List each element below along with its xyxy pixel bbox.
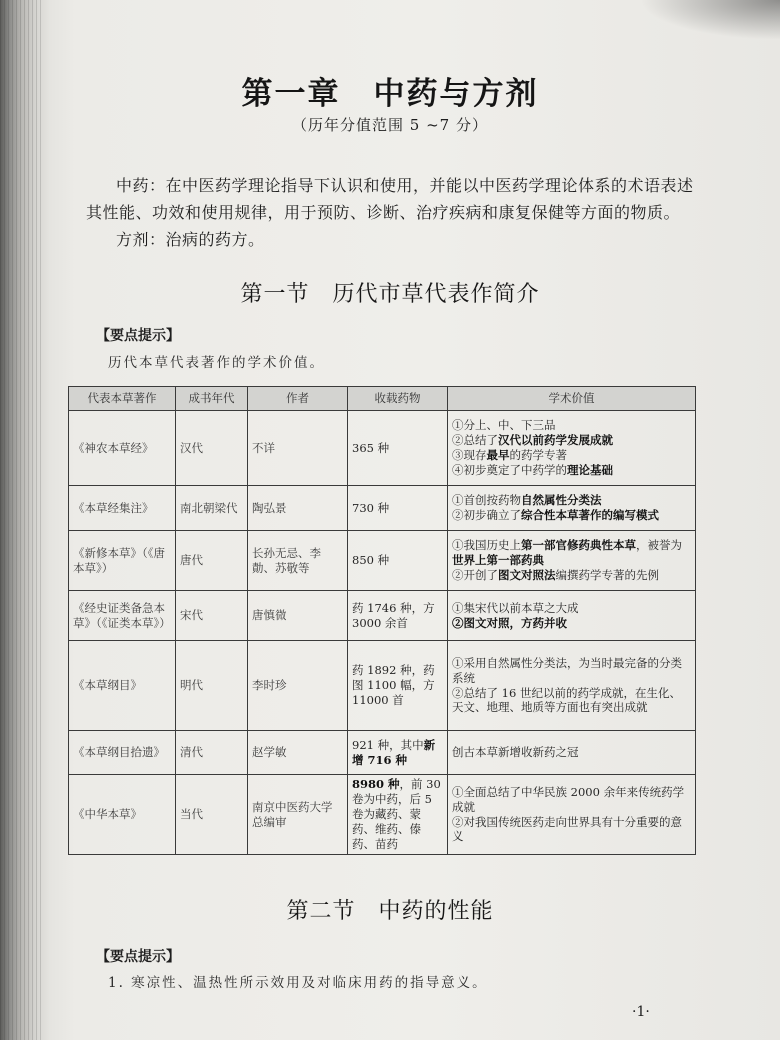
header-era: 成书年代	[176, 387, 248, 411]
cell-author: 陶弘景	[248, 486, 348, 531]
cell-work: 《经史证类备急本草》（《证类本草》）	[69, 591, 176, 641]
text-segment: 的药学专著	[509, 448, 567, 462]
section2-title: 第二节 中药的性能	[286, 899, 494, 924]
cell-drugs	[348, 411, 448, 486]
cell-drugs	[348, 731, 448, 775]
herbal-works-table	[68, 386, 695, 855]
text-segment: ②总结了	[452, 433, 498, 448]
text-segment: 创古本草新增收新药之冠	[452, 745, 579, 760]
cell-era: 唐代	[176, 531, 248, 591]
table-row	[69, 411, 696, 486]
header-author: 作者	[248, 387, 348, 411]
cell-value	[448, 641, 696, 731]
text-segment: 365 种	[352, 440, 390, 455]
bold-text: 世界上第一部药典	[452, 553, 544, 568]
cell-drugs	[348, 486, 448, 531]
text-segment: ②开创了	[452, 567, 498, 582]
cell-era: 宋代	[176, 591, 248, 641]
value-item	[452, 745, 691, 760]
text-segment: ②对我国传统医药走向世界具有十分重要的意义	[452, 814, 682, 844]
cell-author: 不详	[248, 411, 348, 486]
value-item	[452, 656, 691, 686]
table-header	[69, 387, 696, 411]
bold-text: ②图文对照，方药并收	[452, 615, 567, 630]
cell-work: 《本草纲目拾遗》	[69, 731, 176, 775]
value-item	[452, 785, 691, 815]
bold-text: 自然属性分类法	[521, 493, 602, 508]
value-item	[452, 568, 691, 583]
table-row	[69, 641, 696, 731]
value-item	[452, 815, 691, 845]
section1-title: 第一节 历代市草代表作简介	[240, 282, 540, 307]
table-row	[69, 531, 696, 591]
bold-text: 新增 716 种	[352, 737, 436, 767]
value-item	[452, 601, 691, 616]
text-segment: 730 种	[352, 500, 390, 515]
bold-text: 最早	[486, 448, 510, 462]
value-item	[452, 463, 691, 478]
text-segment: ①集宋代以前本草之大成	[452, 600, 579, 615]
cell-value	[448, 531, 696, 591]
cell-value	[448, 731, 696, 775]
bold-text: 8980 种	[352, 777, 400, 792]
cell-era: 当代	[176, 775, 248, 855]
cell-era: 清代	[176, 731, 248, 775]
page-stack-edge	[0, 0, 44, 1040]
text-segment: ，前 30 卷为中药，后 5 卷为藏药、蒙药、维药、傣药、苗药	[352, 777, 441, 851]
intro-text: 治病的药方。	[165, 230, 265, 249]
cell-era: 明代	[176, 641, 248, 731]
table-row	[69, 486, 696, 531]
value-item	[452, 448, 691, 463]
bold-text: 第一部官修药典性本草	[521, 538, 636, 553]
bold-text: 综合性本草著作的编写模式	[521, 508, 659, 522]
section1-tip-label: 【要点提示】	[96, 328, 180, 344]
intro-term: 方剂：	[116, 230, 166, 249]
text-segment: ②初步确立了	[452, 508, 521, 522]
cell-work: 《新修本草》（《唐本草》）	[69, 531, 176, 591]
value-item	[452, 508, 691, 523]
text-segment: ，被誉为	[636, 538, 682, 553]
text-segment: 850 种	[352, 553, 390, 568]
cell-work: 《本草纲目》	[69, 641, 176, 731]
value-item	[452, 616, 691, 631]
cell-value	[448, 775, 696, 855]
cell-drugs	[348, 641, 448, 731]
cell-drugs	[348, 531, 448, 591]
text-segment: ①首创按药物	[452, 493, 521, 508]
value-item	[452, 686, 691, 716]
section1-tip-text: 历代本草代表著作的学术价值。	[108, 355, 325, 371]
value-item	[452, 433, 691, 448]
section2-tip-label: 【要点提示】	[96, 949, 180, 965]
text-segment: 药 1892 种，药图 1100 幅，方 11000 首	[352, 663, 435, 707]
cell-value	[448, 411, 696, 486]
bold-text: 汉代以前药学发展成就	[498, 433, 613, 448]
text-segment: 药 1746 种，方 3000 余首	[352, 600, 435, 630]
header-value: 学术价值	[448, 387, 696, 411]
cell-author: 南京中医药大学总编审	[248, 775, 348, 855]
value-item	[452, 418, 691, 433]
text-segment: ④初步奠定了中药学的	[452, 462, 567, 477]
cell-work: 《本草经集注》	[69, 486, 176, 531]
cell-drugs	[348, 591, 448, 641]
cell-work: 《中华本草》	[69, 775, 176, 855]
cell-author: 唐慎微	[248, 591, 348, 641]
text-segment: ②总结了 16 世纪以前的药学成就，在生化、天文、地理、地质等方面也有突出成就	[452, 685, 681, 715]
intro-paragraph	[86, 226, 702, 253]
text-segment: 编撰药学专著的先例	[555, 567, 659, 582]
value-item	[452, 493, 691, 508]
text-segment: 921 种，其中	[352, 737, 424, 752]
text-segment: ①全面总结了中华民族 2000 余年来传统药学成就	[452, 784, 685, 814]
bold-text: 图文对照法	[498, 567, 556, 582]
page-number: ·1·	[632, 1004, 650, 1020]
header-row	[69, 387, 696, 411]
table-row	[69, 775, 696, 855]
text-segment: ③现存	[452, 448, 487, 462]
cell-value	[448, 591, 696, 641]
header-drugs: 收载药物	[348, 387, 448, 411]
table	[68, 386, 696, 855]
table-body	[69, 411, 696, 855]
intro-paragraph	[86, 172, 702, 226]
cell-value	[448, 486, 696, 531]
intro-paragraphs	[86, 172, 702, 253]
cell-era: 汉代	[176, 411, 248, 486]
table-row	[69, 731, 696, 775]
cell-author: 长孙无忌、李勣、苏敬等	[248, 531, 348, 591]
intro-term: 中药：	[116, 176, 166, 195]
cell-drugs	[348, 775, 448, 855]
chapter-title: 第一章 中药与方剂	[241, 76, 539, 112]
table-row	[69, 591, 696, 641]
section2-tip-text: 1. 寒凉性、温热性所示效用及对临床用药的指导意义。	[108, 975, 488, 991]
cell-author: 赵学敏	[248, 731, 348, 775]
intro-text: 在中医药学理论指导下认识和使用，并能以中医药学理论体系的术语表述其性能、功效和使用规律，用于预防、诊断、治疗疾病和康复保健等方面的物质。	[86, 176, 694, 222]
text-segment: ①采用自然属性分类法，为当时最完备的分类系统	[452, 655, 682, 685]
chapter-subtitle: （历年分值范围 5 ~7 分）	[292, 116, 488, 134]
cell-author: 李时珍	[248, 641, 348, 731]
cell-work: 《神农本草经》	[69, 411, 176, 486]
corner-shadow	[640, 0, 780, 40]
header-work: 代表本草著作	[69, 387, 176, 411]
text-segment: ①我国历史上	[452, 538, 521, 553]
cell-era: 南北朝梁代	[176, 486, 248, 531]
value-item	[452, 538, 691, 568]
text-segment: ①分上、中、下三品	[452, 418, 556, 433]
bold-text: 理论基础	[567, 462, 613, 477]
